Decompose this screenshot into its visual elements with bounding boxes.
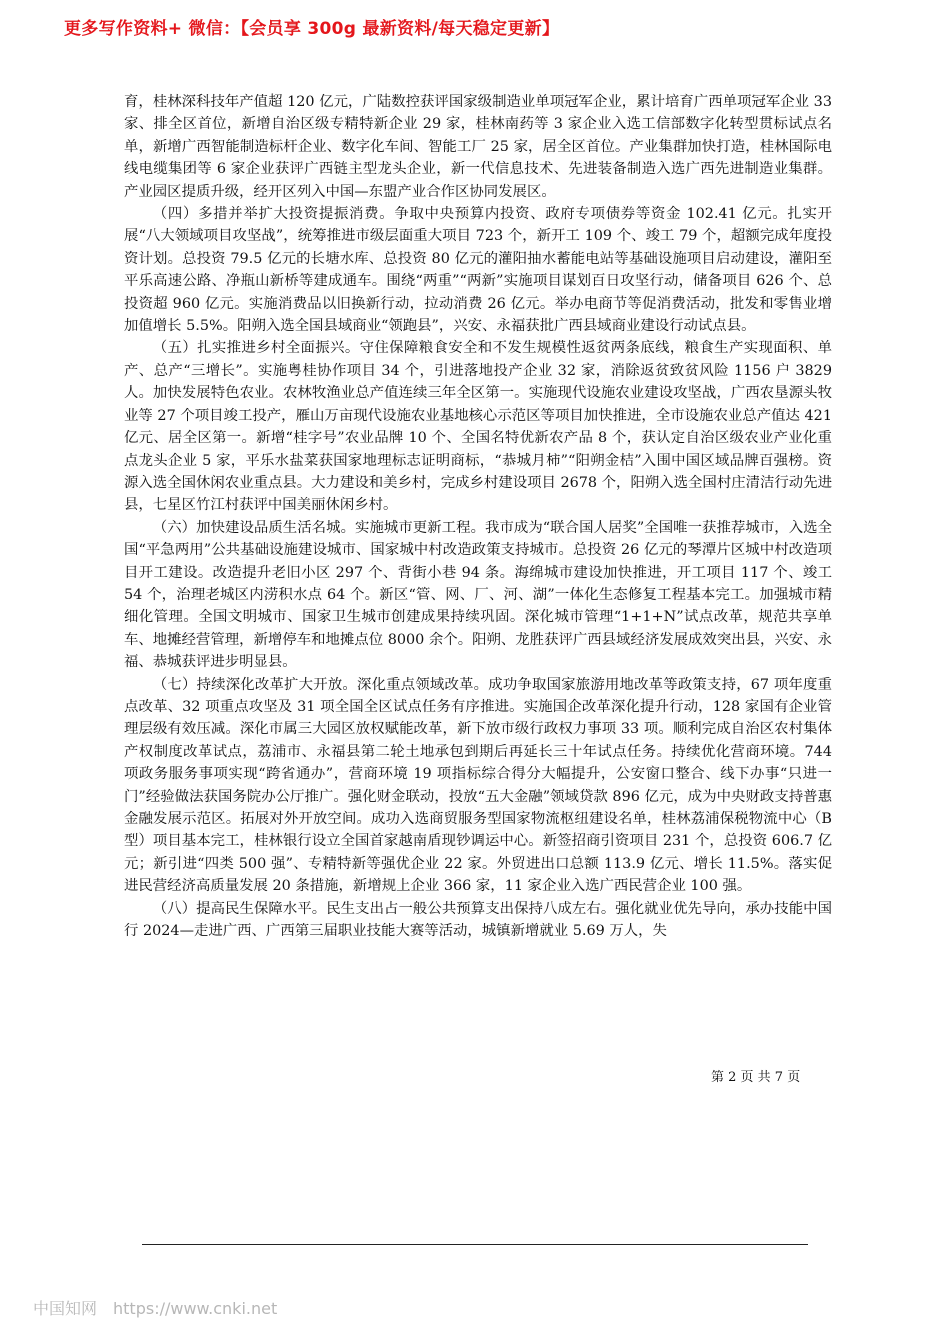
paragraph-continuation: 育，桂林深科技年产值超 120 亿元，广陆数控获评国家级制造业单项冠军企业，累计培育广西单项冠军企业 33 家、排全区首位，新增自治区级专精特新企业 29 家，桂林南药等 3 家企业入选工信部数字化转型贯标试点名单，新增广西智能制造标杆企业、数字化车间、智能工厂 25 家，居全区首位。产业集群加快打造，桂林国际电线电缆集团等 6 家企业获评广西链主型龙头企业，新一代信息技术、先进装备制造入选广西先进制造业集群。产业园区提质升级，经开区列入中国—东盟产业合作区协同发展区。	[124, 94, 832, 200]
paragraph-section-7: （七）持续深化改革扩大开放。深化重点领域改革。成功争取国家旅游用地改革等政策支持，67 项年度重点改革、32 项重点攻坚及 31 项全国全区试点任务有序推进。实施国企改革深化提升行动，128 家国有企业管理层级有效压减。深化市属三大园区放权赋能改革，新下放市级行政权力事项 33 项。顺利完成自治区农村集体产权制度改革试点，荔浦市、永福县第二轮土地承包到期后再延长三十年试点任务。持续优化营商环境。744 项政务服务事项实现“跨省通办”，营商环境 19 项指标综合得分大幅提升，公安窗口整合、线下办事“只进一门”经验做法获国务院办公厅推广。强化财金联动，投放“五大金融”领域贷款 896 亿元，成为中央财政支持普惠金融发展示范区。拓展对外开放空间。成功入选商贸服务型国家物流枢纽建设名单，桂林荔浦保税物流中心（B 型）项目基本完工，桂林银行设立全国首家越南盾现钞调运中心。新签招商引资项目 231 个，总投资 606.7 亿元；新引进“四类 500 强”、专精特新等强优企业 22 家。外贸进出口总额 113.9 亿元、增长 11.5%。落实促进民营经济高质量发展 20 条措施，新增规上企业 366 家，11 家企业入选广西民营企业 100 强。	[124, 676, 832, 895]
cnki-watermark	[33, 1296, 277, 1319]
paragraph-section-4: （四）多措并举扩大投资提振消费。争取中央预算内投资、政府专项债券等资金 102.41 亿元。扎实开展“八大领域项目攻坚战”，统筹推进市级层面重大项目 723 个，新开工 109 个、竣工 79 个，超额完成年度投资计划。总投资 79.5 亿元的长塘水库、总投资 80 亿元的灌阳抽水蓄能电站等基础设施项目启动建设，灌阳至平乐高速公路、净瓶山新桥等建成通车。围绕“两重”“两新”实施项目谋划百日攻坚行动，储备项目 626 个、总投资超 960 亿元。实施消费品以旧换新行动，拉动消费 26 亿元。举办电商节等促消费活动，批发和零售业增加值增长 5.5%。阳朔入选全国县域商业“领跑县”，兴安、永福获批广西县域商业建设行动试点县。	[124, 206, 832, 335]
paragraph-section-5: （五）扎实推进乡村全面振兴。守住保障粮食安全和不发生规模性返贫两条底线，粮食生产实现面积、单产、总产“三增长”。实施粤桂协作项目 34 个，引进落地投产企业 32 家，消除返贫致贫风险 1156 户 3829 人。加快发展特色农业。农林牧渔业总产值连续三年全区第一。实施现代设施农业建设攻坚战，广西农垦源头牧业等 27 个项目竣工投产，雁山万亩现代设施农业基地核心示范区等项目加快推进，全市设施农业总产值达 421 亿元、居全区第一。新增“桂字号”农业品牌 10 个、全国名特优新农产品 8 个，获认定自治区级农业产业化重点龙头企业 5 家，平乐水盐菜获国家地理标志证明商标，“恭城月柿”“阳朔金桔”入围中国区域品牌百强榜。资源入选全国休闲农业重点县。大力建设和美乡村，完成乡村建设项目 2678 个，阳朔入选全国村庄清洁行动先进县，七星区竹江村获评中国美丽休闲乡村。	[124, 340, 832, 514]
watermark-brand: 中国知网	[33, 1299, 98, 1318]
page-number: 第 2 页 共 7 页	[711, 1070, 801, 1085]
watermark-url: https://www.cnki.net	[113, 1299, 278, 1318]
footer-divider	[142, 1244, 808, 1245]
promo-banner-link[interactable]: 更多写作资料+ 微信：【会员享 300g 最新资料/每天稳定更新】	[64, 19, 560, 39]
paragraph-section-6: （六）加快建设品质生活名城。实施城市更新工程。我市成为“联合国人居奖”全国唯一获推荐城市，入选全国“平急两用”公共基础设施建设城市、国家城中村改造政策支持城市。总投资 26 亿元的琴潭片区城中村改造项目开工建设。改造提升老旧小区 297 个、背街小巷 94 条。海绵城市建设加快推进，开工项目 117 个、竣工 54 个，治理老城区内涝积水点 64 个。新区“管、网、厂、河、湖”一体化生态修复工程基本完工。加强城市精细化管理。全国文明城市、国家卫生城市创建成果持续巩固。深化城市管理“1+1+N”试点改革，规范共享单车、地摊经营管理，新增停车和地摊点位 8000 余个。阳朔、龙胜获评广西县域经济发展成效突出县，兴安、永福、恭城获评进步明显县。	[124, 519, 832, 671]
document-body	[124, 91, 832, 942]
paragraph-section-8: （八）提高民生保障水平。民生支出占一般公共预算支出保持八成左右。强化就业优先导向，承办技能中国行 2024—走进广西、广西第三届职业技能大赛等活动，城镇新增就业 5.69 万人，失	[124, 900, 832, 940]
